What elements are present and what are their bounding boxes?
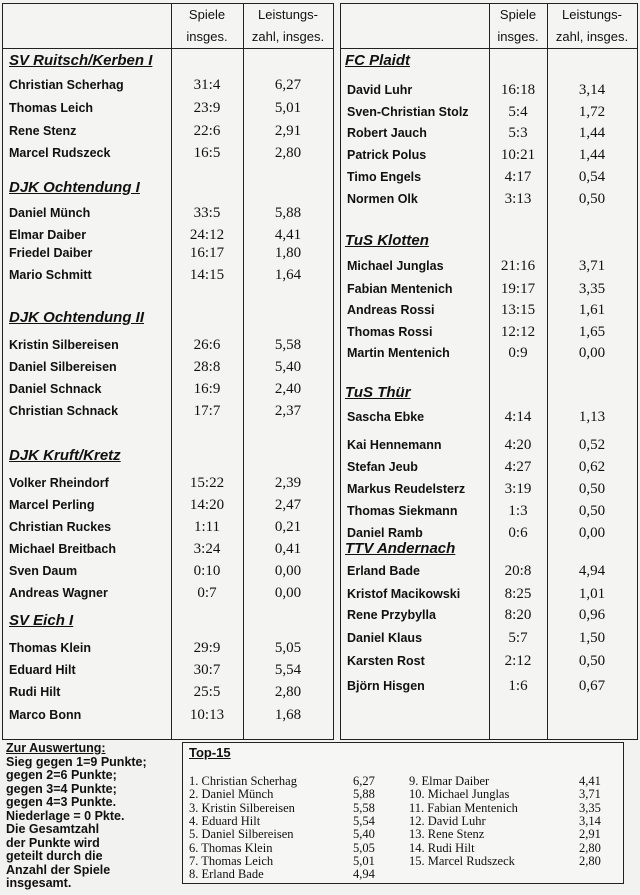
player-games: 5:3 [508,125,528,141]
player-row [3,243,333,263]
player-row [3,682,333,702]
evaluation-note [6,742,176,891]
player-name: Christian Ruckes [9,520,112,534]
player-games: 14:15 [189,267,225,283]
player-games: 26:6 [193,337,221,353]
player-games: 0:10 [193,563,221,579]
player-games: 31:4 [193,77,221,93]
player-name: Patrick Polus [347,148,427,162]
top15-label: 13. Rene Stenz [409,827,485,842]
spiele-header [171,4,243,48]
player-games: 28:8 [193,359,221,375]
top15-item [409,774,619,788]
player-performance: 3,71 [578,258,606,274]
player-performance: 1,61 [578,302,606,318]
player-row [3,143,333,163]
player-row [341,628,637,648]
player-name: Rene Przybylla [347,608,436,622]
top15-label: 15. Marcel Rudszeck [409,853,515,868]
evaluation-line: gegen 3=4 Punkte; [6,781,117,796]
top15-box [182,742,624,884]
player-performance: 2,80 [274,684,302,700]
evaluation-line: Sieg gegen 1=9 Punkte; [6,754,147,769]
top15-label: 14. Rudi Hilt [409,840,475,855]
player-row [3,583,333,603]
player-name: Daniel Silbereisen [9,360,117,374]
player-games: 16:17 [189,245,225,261]
evaluation-lines [6,756,176,891]
player-games: 1:3 [508,503,528,519]
player-games: 4:14 [504,409,532,425]
player-games: 3:19 [504,481,532,497]
player-games: 3:24 [193,541,221,557]
top15-label: 4. Eduard Hilt [189,813,261,828]
top15-label: 2. Daniel Münch [189,787,274,802]
player-row [3,473,333,493]
top15-value: 5,05 [353,840,375,855]
evaluation-line: insgesamt. [6,876,72,890]
top15-item [409,854,619,868]
team-title: TTV Andernach [345,540,456,557]
player-name: David Luhr [347,83,413,97]
player-row [341,322,637,342]
player-games: 21:16 [500,258,536,274]
team-title: SV Eich I [9,612,74,629]
team-title: TuS Klotten [345,232,429,249]
top15-title: Top-15 [189,745,231,760]
player-games: 14:20 [189,497,225,513]
player-name: Markus Reudelsterz [347,482,466,496]
player-performance: 0,54 [578,169,606,185]
player-name: Kristin Silbereisen [9,338,119,352]
player-games: 4:20 [504,437,532,453]
player-name: Daniel Klaus [347,631,423,645]
player-performance: 1,44 [578,147,606,163]
top15-item [189,774,389,788]
top15-label: 11. Fabian Mentenich [409,800,518,815]
top15-label: 9. Elmar Daiber [409,774,490,788]
player-performance: 1,64 [274,267,302,283]
player-performance: 5,88 [274,205,302,221]
player-performance: 2,47 [274,497,302,513]
top15-value: 5,40 [353,827,375,842]
player-performance: 1,65 [578,324,606,340]
player-row [341,145,637,165]
player-performance: 3,35 [578,281,606,297]
lz-header-line2: zahl, insges. [251,29,325,44]
top15-value: 5,54 [353,813,375,828]
player-games: 13:15 [500,302,536,318]
player-games: 15:22 [189,475,225,491]
team-title: DJK Ochtendung II [9,309,144,326]
player-row [3,705,333,725]
player-name: Christian Schnack [9,404,119,418]
player-performance: 4,41 [274,227,302,243]
top15-value: 2,80 [579,853,601,868]
player-name: Eduard Hilt [9,663,76,677]
player-games: 19:17 [500,281,536,297]
player-name: Sven Daum [9,564,78,578]
top15-item [189,827,389,841]
player-name: Friedel Daiber [9,246,93,260]
player-performance: 0,52 [578,437,606,453]
player-row [3,335,333,355]
player-performance: 6,27 [274,77,302,93]
team-title: DJK Kruft/Kretz [9,447,121,464]
player-row [3,357,333,377]
player-name: Andreas Rossi [347,303,435,317]
player-performance: 2,91 [274,123,302,139]
top15-value: 4,41 [579,774,601,788]
player-row [341,189,637,209]
evaluation-line: Die Gesamtzahl [6,822,100,836]
player-name: Normen Olk [347,192,418,206]
player-games: 8:25 [504,586,532,602]
left-results-table [2,3,334,740]
player-performance: 5,40 [274,359,302,375]
player-performance: 0,50 [578,481,606,497]
player-performance: 0,50 [578,191,606,207]
player-games: 22:6 [193,123,221,139]
player-performance: 3,14 [578,82,606,98]
top15-item [189,854,389,868]
player-row [3,495,333,515]
player-games: 8:20 [504,607,532,623]
player-games: 17:7 [193,403,221,419]
player-games: 20:8 [504,563,532,579]
player-name: Sascha Ebke [347,410,425,424]
player-games: 0:9 [508,345,528,361]
player-row [341,479,637,499]
player-performance: 0,21 [274,519,302,535]
top15-label: 6. Thomas Klein [189,840,273,855]
player-row [341,676,637,696]
player-row [3,225,333,245]
top15-value: 5,88 [353,787,375,802]
top15-item [409,827,619,841]
team-title: DJK Ochtendung I [9,179,140,196]
player-games: 10:21 [500,147,536,163]
player-performance: 0,41 [274,541,302,557]
top15-item [189,867,389,881]
player-row [341,102,637,122]
player-games: 2:12 [504,653,532,669]
header-divider [341,48,637,49]
top15-label: 1. Christian Scherhag [189,774,297,788]
top15-item [189,787,389,801]
top15-value: 4,94 [353,867,375,882]
top15-item [189,841,389,855]
player-row [341,279,637,299]
player-row [3,517,333,537]
player-performance: 1,01 [578,586,606,602]
top15-value: 5,01 [353,853,375,868]
player-performance: 0,00 [578,345,606,361]
player-performance: 0,96 [578,607,606,623]
player-name: Björn Hisgen [347,679,425,693]
player-name: Thomas Klein [9,641,91,655]
player-performance: 0,00 [578,525,606,541]
evaluation-line: Anzahl der Spiele [6,862,111,877]
player-row [341,501,637,521]
evaluation-title: Zur Auswertung: [6,741,106,755]
player-name: Erland Bade [347,564,420,578]
player-name: Michael Breitbach [9,542,116,556]
player-name: Robert Jauch [347,126,427,140]
player-performance: 0,67 [578,678,606,694]
player-row [341,651,637,671]
top15-label: 8. Erland Bade [189,867,264,882]
player-row [341,167,637,187]
player-performance: 5,01 [274,100,302,116]
player-row [341,584,637,604]
player-row [3,75,333,95]
player-performance: 1,44 [578,125,606,141]
top15-item [189,801,389,815]
player-games: 5:4 [508,104,528,120]
player-games: 0:6 [508,525,528,541]
top15-value: 3,14 [579,813,601,828]
player-performance: 1,80 [274,245,302,261]
player-games: 16:18 [500,82,536,98]
lz-header-line2: zahl, insges. [555,29,629,44]
spiele-header-line2: insges. [186,29,228,44]
player-games: 23:9 [193,100,221,116]
player-performance: 0,50 [578,503,606,519]
player-name: Karsten Rost [347,654,425,668]
player-name: Rene Stenz [9,124,77,138]
player-games: 12:12 [500,324,536,340]
player-performance: 5,58 [274,337,302,353]
team-title: SV Ruitsch/Kerben I [9,52,153,69]
player-name: Thomas Siekmann [347,504,458,518]
evaluation-line: der Punkte wird [6,835,100,850]
top15-item [409,841,619,855]
player-row [341,80,637,100]
player-games: 25:5 [193,684,221,700]
player-name: Marcel Rudszeck [9,146,111,160]
top15-item [409,801,619,815]
player-row [341,407,637,427]
top15-value: 2,91 [579,827,601,842]
player-row [3,539,333,559]
player-games: 33:5 [193,205,221,221]
player-name: Elmar Daiber [9,228,87,242]
top15-label: 12. David Luhr [409,813,486,828]
player-name: Andreas Wagner [9,586,108,600]
player-performance: 0,00 [274,563,302,579]
player-name: Daniel Ramb [347,526,423,540]
top15-label: 10. Michael Junglas [409,787,510,802]
player-row [3,265,333,285]
player-name: Kristof Macikowski [347,587,461,601]
player-row [3,379,333,399]
player-performance: 0,00 [274,585,302,601]
player-games: 1:11 [193,519,221,535]
player-games: 16:5 [193,145,221,161]
player-name: Thomas Rossi [347,325,433,339]
player-row [341,605,637,625]
player-performance: 1,68 [274,707,302,723]
player-name: Michael Junglas [347,259,444,273]
top15-item [409,787,619,801]
top15-item [409,814,619,828]
player-performance: 2,39 [274,475,302,491]
player-name: Kai Hennemann [347,438,442,452]
lz-header-line1: Leistungs- [562,7,622,22]
player-row [341,561,637,581]
evaluation-line: geteilt durch die [6,849,103,863]
lz-header-line1: Leistungs- [258,7,318,22]
player-name: Fabian Mentenich [347,282,453,296]
player-row [3,660,333,680]
player-games: 4:27 [504,459,532,475]
player-games: 24:12 [189,227,225,243]
evaluation-line: gegen 2=6 Punkte; [6,768,117,782]
top15-value: 6,27 [353,774,375,788]
player-name: Marcel Perling [9,498,95,512]
player-games: 5:7 [508,630,528,646]
player-games: 1:6 [508,678,528,694]
player-performance: 2,40 [274,381,302,397]
player-games: 16:9 [193,381,221,397]
right-results-table [340,3,638,740]
player-name: Timo Engels [347,170,422,184]
top15-label: 3. Kristin Silbereisen [189,800,295,815]
lz-header [243,4,333,48]
team-title: FC Plaidt [345,52,411,69]
player-row [341,123,637,143]
team-title: TuS Thür [345,384,411,401]
player-performance: 1,72 [578,104,606,120]
player-row [341,457,637,477]
player-row [3,638,333,658]
player-name: Marco Bonn [9,708,82,722]
player-row [3,401,333,421]
player-row [3,121,333,141]
player-name: Christian Scherhag [9,78,124,92]
top15-label: 7. Thomas Leich [189,853,274,868]
player-performance: 2,37 [274,403,302,419]
player-name: Martin Mentenich [347,346,450,360]
top15-value: 2,80 [579,840,601,855]
player-performance: 1,13 [578,409,606,425]
player-name: Volker Rheindorf [9,476,109,490]
player-performance: 5,05 [274,640,302,656]
player-games: 10:13 [189,707,225,723]
top15-value: 3,71 [579,787,601,802]
top15-value: 5,58 [353,800,375,815]
top15-label: 5. Daniel Silbereisen [189,827,294,842]
top15-item [189,814,389,828]
spiele-header-line2: insges. [497,29,539,44]
spiele-header-line1: Spiele [188,7,226,22]
player-performance: 4,94 [578,563,606,579]
player-performance: 1,50 [578,630,606,646]
player-row [3,203,333,223]
lz-header [547,4,637,48]
player-row [341,300,637,320]
player-games: 29:9 [193,640,221,656]
player-games: 3:13 [504,191,532,207]
player-row [341,256,637,276]
evaluation-line: gegen 4=3 Punkte. [6,795,117,809]
player-performance: 2,80 [274,145,302,161]
header-divider [3,48,333,49]
player-name: Mario Schmitt [9,268,92,282]
spiele-header [489,4,547,48]
player-row [3,98,333,118]
player-games: 0:7 [197,585,217,601]
player-row [341,343,637,363]
player-games: 30:7 [193,662,221,678]
player-performance: 0,50 [578,653,606,669]
player-name: Stefan Jeub [347,460,418,474]
top15-value: 3,35 [579,800,601,815]
player-performance: 5,54 [274,662,302,678]
player-performance: 0,62 [578,459,606,475]
evaluation-line: Niederlage = 0 Pkte. [6,808,125,823]
player-games: 4:17 [504,169,532,185]
player-name: Thomas Leich [9,101,94,115]
player-name: Rudi Hilt [9,685,61,699]
player-name: Daniel Schnack [9,382,102,396]
player-name: Daniel Münch [9,206,91,220]
spiele-header-line1: Spiele [499,7,537,22]
player-row [341,435,637,455]
player-name: Sven-Christian Stolz [347,105,469,119]
player-row [3,561,333,581]
